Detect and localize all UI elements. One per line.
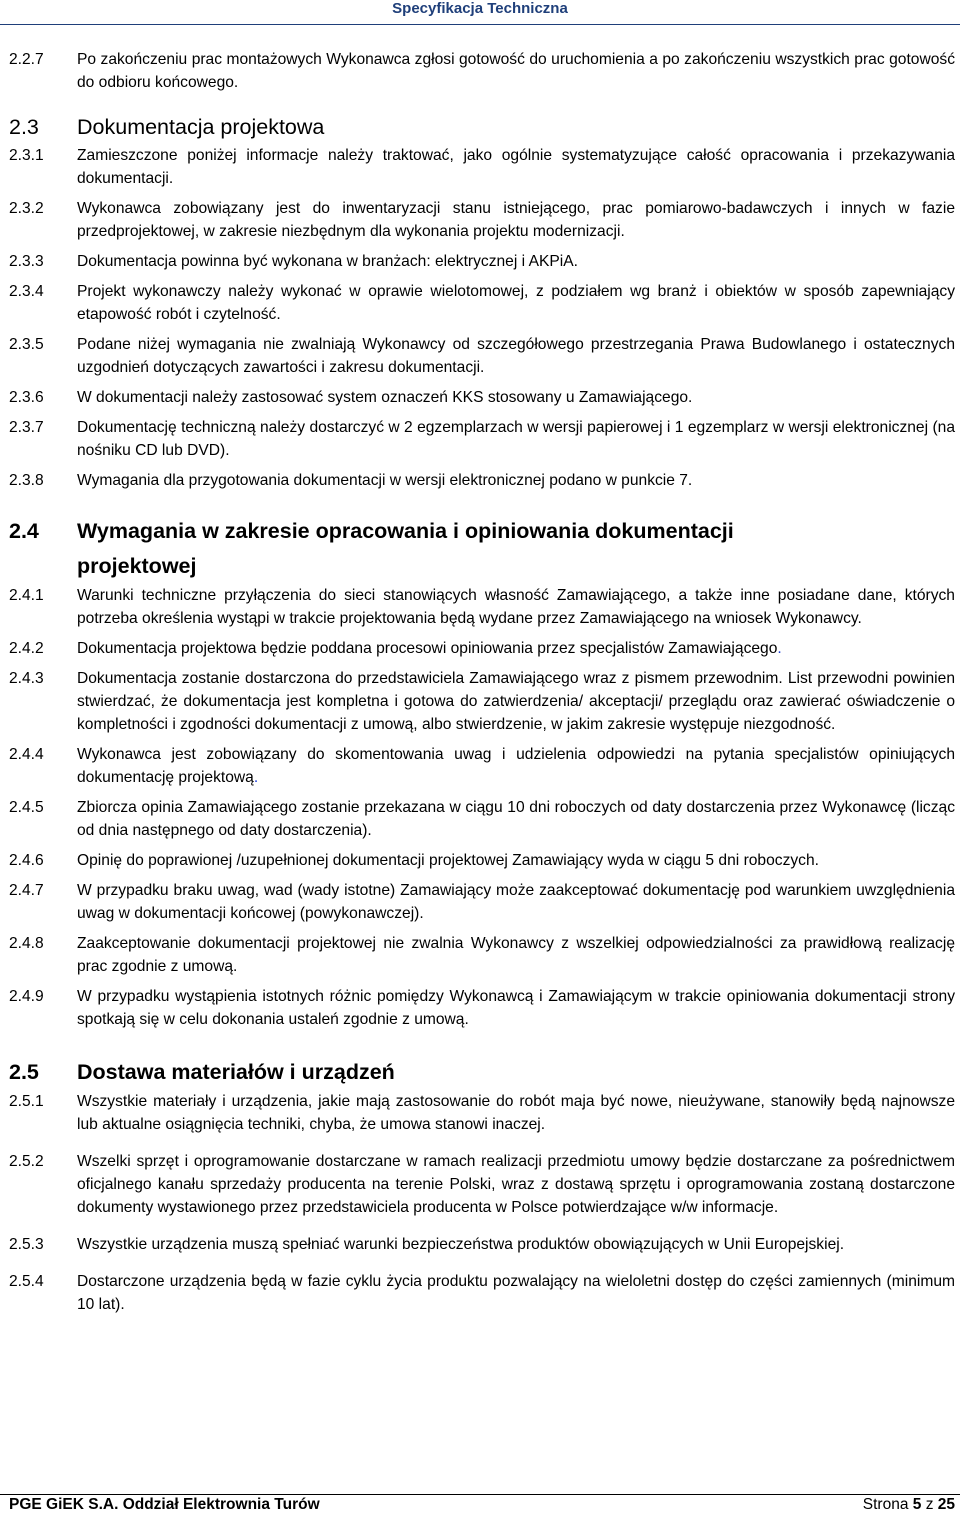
item-text: Dokumentacja powinna być wykonana w branżach: elektrycznej i AKPiA.	[77, 253, 578, 270]
item-number: 2.4.7	[9, 882, 44, 899]
section-item	[9, 1090, 955, 1136]
section-item	[9, 250, 955, 273]
section-item	[9, 743, 955, 789]
item-number: 2.3.4	[9, 283, 44, 300]
item-text: Dokumentację techniczną należy dostarczyć w 2 egzemplarzach w wersji papierowej i 1 egzemplarz w wersji elektronicznej (na nośniku CD lub DVD).	[77, 419, 955, 459]
item-number: 2.2.7	[9, 51, 44, 68]
item-text: Opinię do poprawionej /uzupełnionej dokumentacji projektowej Zamawiający wyda w ciągu 5 dni roboczych.	[77, 852, 819, 869]
item-number: 2.3.7	[9, 419, 44, 436]
item-text: Wykonawca zobowiązany jest do inwentaryzacji stanu istniejącego, prac pomiarowo-badawczych i innych w fazie przedprojektowej, w zakresie niezbędnym dla wykonania projektu modernizacji.	[77, 200, 955, 240]
item-text: Podane niżej wymagania nie zwalniają Wykonawcy od szczegółowego przestrzegania Prawa Budowlanego i ostatecznych uzgodnień dotyczących zawartości i zakresu dokumentacji.	[77, 336, 955, 376]
section-item	[9, 985, 955, 1031]
item-text: Warunki techniczne przyłączenia do sieci stanowiących własność Zamawiającego, a także inne posiadane dane, których potrzeba określenia wystąpi w trakcie projektowania będą wydane przez Zamawiającego na wniosek Wykonawcy.	[77, 587, 955, 627]
document-body	[9, 48, 955, 1316]
section-item	[9, 1150, 955, 1219]
item-text: Projekt wykonawczy należy wykonać w oprawie wielotomowej, z podziałem wg branż i obiektów w sposób zapewniający etapowość robót i czytelność.	[77, 283, 955, 323]
heading-number: 2.3	[9, 115, 39, 139]
footer-divider	[0, 1494, 960, 1495]
section-heading	[9, 1057, 955, 1087]
item-text: Wszystkie urządzenia muszą spełniać warunki bezpieczeństwa produktów obowiązujących w Unii Europejskiej.	[77, 1236, 845, 1253]
section-item	[9, 1270, 955, 1316]
item-number: 2.3.1	[9, 147, 44, 164]
item-text: Zaakceptowanie dokumentacji projektowej nie zwalnia Wykonawcy z wszelkiej odpowiedzialności za prawidłową realizację prac zgodnie z umową.	[77, 935, 955, 975]
section-heading	[9, 112, 955, 142]
section-item	[9, 584, 955, 630]
item-text: W przypadku wystąpienia istotnych różnic pomiędzy Wykonawcą i Zamawiającym w trakcie opiniowania dokumentacji strony spotkają się w celu dokonania ustaleń zgodnie z umową.	[77, 988, 955, 1028]
item-number: 2.4.9	[9, 988, 44, 1005]
section-item	[9, 416, 955, 462]
item-number: 2.4.1	[9, 587, 44, 604]
page-indicator	[863, 1496, 955, 1513]
item-text	[77, 637, 955, 660]
page-footer	[9, 1496, 955, 1513]
revision-mark: .	[253, 769, 259, 786]
item-text-body: Dokumentacja projektowa będzie poddana procesowi opiniowania przez specjalistów Zamawiającego	[77, 640, 778, 657]
item-text: Wszystkie materiały i urządzenia, jakie mają zastosowanie do robót maja być nowe, nieużywane, stanowiły będą najnowsze lub aktualne osiągnięcia techniki, chyba, że umowa stanowi inaczej.	[77, 1093, 955, 1133]
page-separator: z	[925, 1496, 934, 1513]
item-number: 2.5.2	[9, 1153, 44, 1170]
section-item	[9, 469, 955, 492]
item-number: 2.4.8	[9, 935, 44, 952]
item-text: Wymagania dla przygotowania dokumentacji w wersji elektronicznej podano w punkcie 7.	[77, 472, 693, 489]
item-number: 2.5.1	[9, 1093, 44, 1110]
item-text: W dokumentacji należy zastosować system oznaczeń KKS stosowany u Zamawiającego.	[77, 389, 693, 406]
item-text	[77, 743, 955, 789]
item-number: 2.3.6	[9, 389, 44, 406]
item-number: 2.4.5	[9, 799, 44, 816]
section-item	[9, 849, 955, 872]
page-number: 5	[912, 1496, 922, 1513]
heading-text: Dokumentacja projektowa	[77, 115, 325, 139]
item-number: 2.3.5	[9, 336, 44, 353]
item-text: Zbiorcza opinia Zamawiającego zostanie przekazana w ciągu 10 dni roboczych od daty dostarczenia przez Wykonawcę (licząc od dnia następnego od daty dostarczenia).	[77, 799, 955, 839]
item-text: Po zakończeniu prac montażowych Wykonawca zgłosi gotowość do uruchomienia a po zakończeniu wszystkich prac gotowość do odbioru końcowego.	[77, 51, 955, 91]
item-number: 2.5.4	[9, 1273, 44, 1290]
footer-organization: PGE GiEK S.A. Oddział Elektrownia Turów	[9, 1496, 320, 1513]
section-item	[9, 386, 955, 409]
heading-text: Dostawa materiałów i urządzeń	[77, 1060, 395, 1084]
page-word: Strona	[862, 1496, 909, 1513]
section-heading	[9, 514, 955, 584]
item-number: 2.4.3	[9, 670, 44, 687]
heading-text: Wymagania w zakresie opracowania i opiniowania dokumentacji projektowej	[77, 519, 734, 578]
section-item	[9, 932, 955, 978]
heading-number: 2.5	[9, 1060, 39, 1084]
heading-number: 2.4	[9, 519, 39, 543]
item-number: 2.4.2	[9, 640, 44, 657]
item-text: W przypadku braku uwag, wad (wady istotne) Zamawiający może zaakceptować dokumentację pod warunkiem uwzględnienia uwag w dokumentacji końcowej (powykonawczej).	[77, 882, 955, 922]
section-item	[9, 879, 955, 925]
section-item	[9, 280, 955, 326]
section-item	[9, 333, 955, 379]
item-text: Wszelki sprzęt i oprogramowanie dostarczane w ramach realizacji przedmiotu umowy będzie dostarczane za pośrednictwem oficjalnego kanału sprzedaży producenta na terenie Polski, wraz z dostawą sprzętu i oprogramowania zostaną dostarczone dokumenty wystawionego przez przedstawiciela producenta w Polsce potwierdzające w/w informacje.	[77, 1153, 955, 1216]
section-item	[9, 796, 955, 842]
item-text-body: Wykonawca jest zobowiązany do skomentowania uwag i udzielenia odpowiedzi na pytania specjalistów opiniujących dokumentację projektową	[77, 746, 955, 786]
header-title: Specyfikacja Techniczna	[392, 0, 568, 17]
item-number: 2.5.3	[9, 1236, 44, 1253]
section-item	[9, 637, 955, 660]
item-text: Dokumentacja zostanie dostarczona do przedstawiciela Zamawiającego wraz z pismem przewodnim. List przewodni powinien stwierdzać, że dokumentacja jest kompletna i gotowa do zatwierdzenia/ akceptacji/ przeglądu oraz zawierać oświadczenie o kompletności i zgodności dokumentacji z umową, albo stwierdzenie, w jakim zakresie występuje niezgodność.	[77, 670, 955, 733]
section-item	[9, 48, 955, 94]
page-total: 25	[937, 1496, 955, 1513]
item-number: 2.3.2	[9, 200, 44, 217]
item-number: 2.3.3	[9, 253, 44, 270]
item-number: 2.4.4	[9, 746, 44, 763]
section-item	[9, 1233, 955, 1256]
section-item	[9, 197, 955, 243]
item-number: 2.4.6	[9, 852, 44, 869]
page-header	[0, 0, 960, 24]
item-text: Dostarczone urządzenia będą w fazie cyklu życia produktu pozwalający na wieloletni dostęp do części zamiennych (minimum 10 lat).	[77, 1273, 955, 1313]
section-item	[9, 667, 955, 736]
item-number: 2.3.8	[9, 472, 44, 489]
header-divider	[0, 24, 960, 25]
section-item	[9, 144, 955, 190]
revision-mark: .	[777, 640, 782, 657]
item-text: Zamieszczone poniżej informacje należy traktować, jako ogólnie systematyzujące całość opracowania i przekazywania dokumentacji.	[77, 147, 955, 187]
